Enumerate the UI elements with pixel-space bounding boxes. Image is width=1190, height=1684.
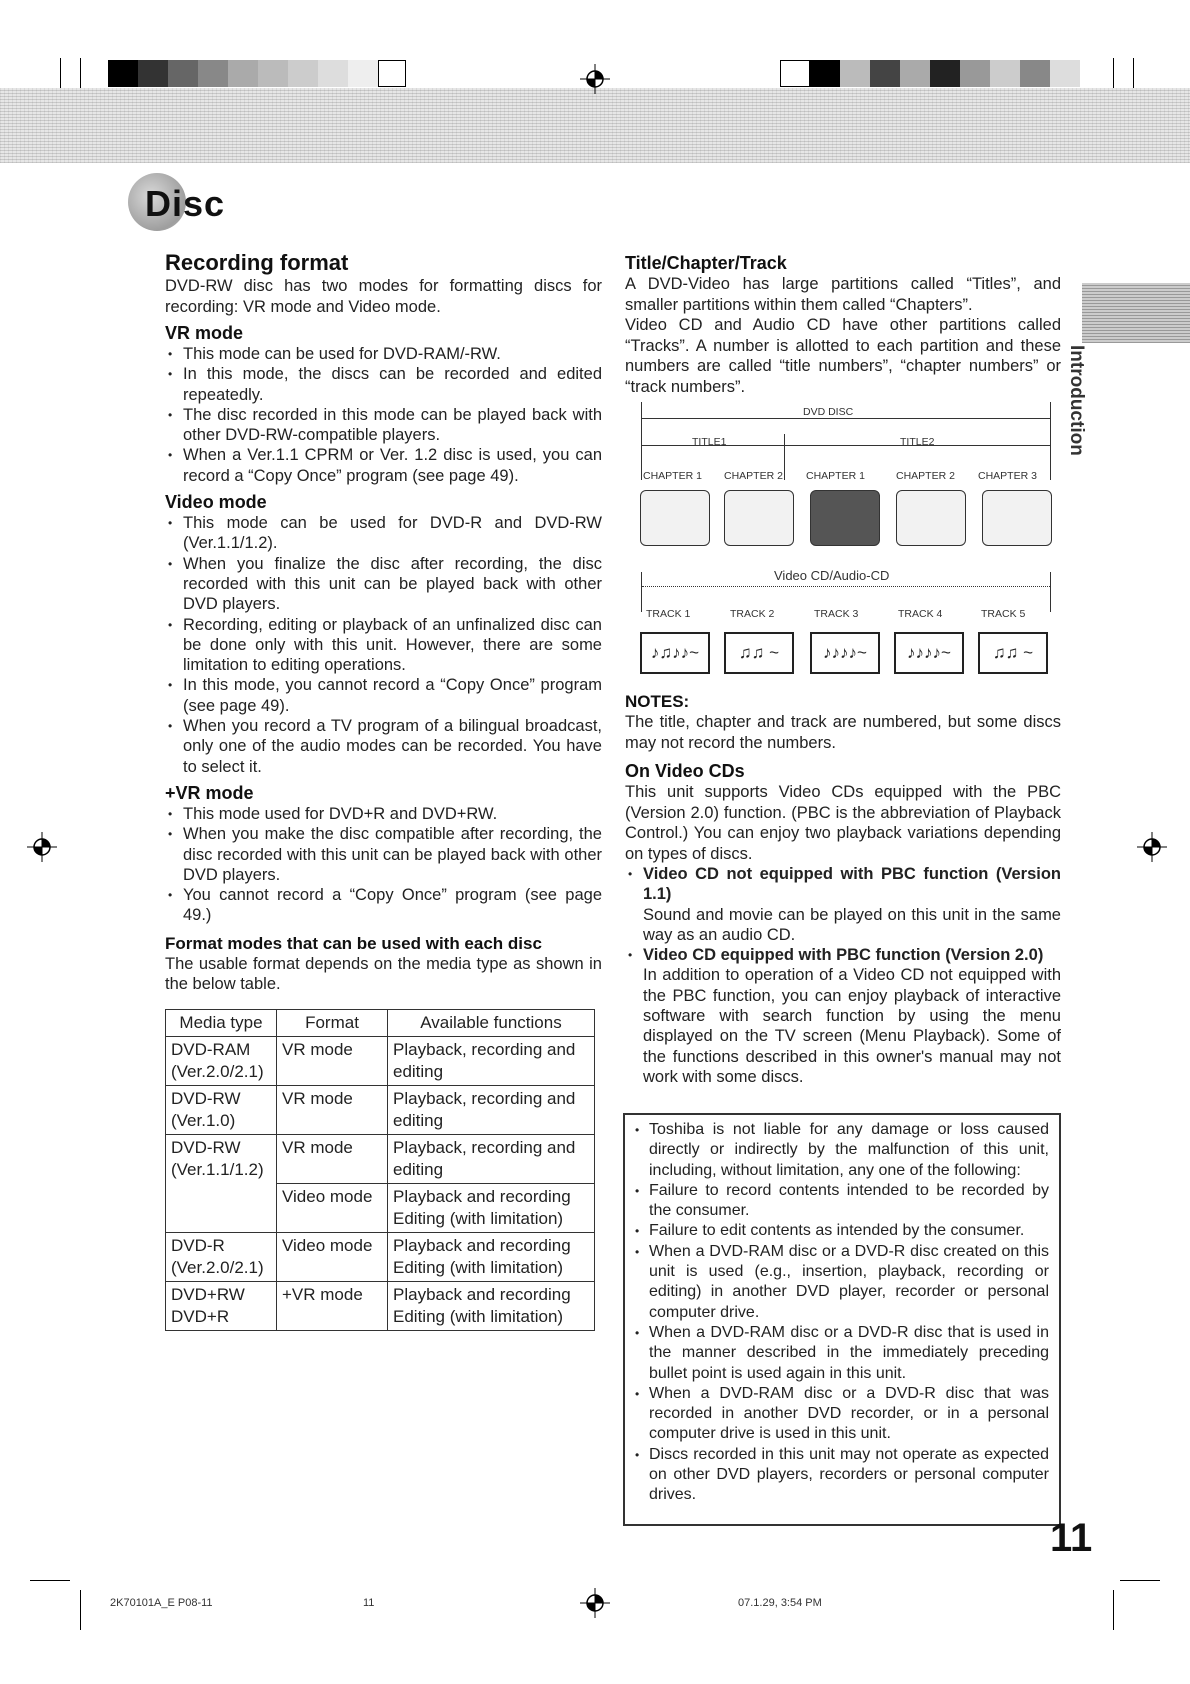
table-row: [166, 1232, 595, 1281]
list-item: • When a DVD-RAM disc or a DVD-R disc that was recorded in another DVD recorder, or in a personal computer drive is used in this unit.: [635, 1384, 1049, 1445]
notes-text: The title, chapter and track are numbered, but some discs may not record the numbers.: [625, 713, 1061, 752]
list-item: • You cannot record a “Copy Once” program (see page 49.): [165, 885, 602, 926]
track-music-box: ♪♫♪♪~: [640, 632, 710, 674]
media-cell: DVD-RAM (Ver.2.0/2.1): [166, 1036, 277, 1085]
media-cell: DVD-R (Ver.2.0/2.1): [166, 1232, 277, 1281]
track-label: TRACK 3: [814, 608, 859, 620]
functions-cell: Playback and recording Editing (with limitation): [388, 1183, 595, 1232]
registration-mark-top-icon: [580, 64, 610, 94]
track-music-box: ♪♪♪♪~: [894, 632, 964, 674]
disc-structure-diagram: [638, 400, 1058, 680]
divider-vcd-left: [641, 572, 642, 612]
list-item: • When a Ver.1.1 CPRM or Ver. 1.2 disc is used, you can record a “Copy Once” program (see page 49).: [165, 445, 602, 486]
track-label: TRACK 5: [981, 608, 1026, 620]
list-item: • This mode can be used for DVD-R and DVD-RW (Ver.1.1/1.2).: [165, 513, 602, 554]
side-tab-label: Introduction: [1066, 345, 1087, 456]
page-number: 11: [1050, 1516, 1093, 1560]
track-music-box: ♫♫ ~: [724, 632, 794, 674]
chapter-thumbnail: [724, 490, 794, 546]
recording-format-intro: DVD-RW disc has two modes for formatting discs for recording: VR mode and Video mode.: [165, 277, 602, 316]
table-header-row: [166, 1009, 595, 1036]
video-mode-heading: Video mode: [165, 492, 267, 513]
color-bar-right: [780, 60, 1090, 87]
track-label: TRACK 2: [730, 608, 775, 620]
chapter-label: CHAPTER 1: [643, 470, 702, 482]
format-table: [165, 1009, 595, 1331]
list-item: • When a DVD-RAM disc or a DVD-R disc that is used in the manner described in the immediately preceding bullet point is used again in this unit.: [635, 1323, 1049, 1384]
list-item: • When you record a TV program of a bilingual broadcast, only one of the audio modes can be recorded. You have to select it.: [165, 716, 602, 777]
crop-mark-bottom-right: [1120, 1580, 1160, 1581]
list-item: • In this mode, you cannot record a “Copy Once” program (see page 49).: [165, 675, 602, 716]
chapter-label: CHAPTER 1: [806, 470, 865, 482]
format-cell: VR mode: [277, 1036, 388, 1085]
right-column: [625, 253, 1061, 397]
vr-mode-list: [165, 344, 602, 486]
footer-timestamp: 07.1.29, 3:54 PM: [738, 1597, 822, 1609]
functions-cell: Playback and recording Editing (with limitation): [388, 1232, 595, 1281]
media-cell: DVD-RW (Ver.1.1/1.2): [166, 1134, 277, 1232]
list-item: • In this mode, the discs can be recorded and edited repeatedly.: [165, 364, 602, 405]
list-item: • When you finalize the disc after recording, the disc recorded with this unit can be played back with other DVD players.: [165, 554, 602, 615]
table-row: [166, 1281, 595, 1330]
functions-cell: Playback, recording and editing: [388, 1036, 595, 1085]
chapter-thumbnail: [896, 490, 966, 546]
header-format: Format: [277, 1009, 388, 1036]
list-item: • Failure to record contents intended to be recorded by the consumer.: [635, 1181, 1049, 1222]
divider-left: [641, 402, 642, 480]
divider-vcd-right: [1050, 572, 1051, 612]
track-label: TRACK 1: [646, 608, 691, 620]
format-cell: +VR mode: [277, 1281, 388, 1330]
notice-box: [623, 1113, 1061, 1526]
vr-mode-heading: VR mode: [165, 323, 244, 343]
notes-heading: NOTES:: [625, 692, 690, 711]
format-cell: Video mode: [277, 1232, 388, 1281]
footer-file-code: 2K70101A_E P08-11: [110, 1597, 213, 1609]
registration-mark-right-icon: [1137, 832, 1167, 862]
media-cell: DVD+RW DVD+R: [166, 1281, 277, 1330]
vr-plus-heading: +VR mode: [165, 782, 254, 803]
right-column-lower: [625, 692, 1061, 1087]
chapter-label: CHAPTER 2: [896, 470, 955, 482]
notice-list: [635, 1120, 1049, 1506]
crop-mark-bottom-right-v: [1113, 1590, 1114, 1630]
list-item: • When a DVD-RAM disc or a DVD-R disc created on this unit is used (e.g., insertion, playback, recording or editing) in another DVD player, recorder or personal computer drive.: [635, 1242, 1049, 1323]
footer-page-ref: 11: [363, 1597, 375, 1609]
table-row: [166, 1036, 595, 1085]
vcd-list: [625, 864, 1061, 1087]
list-item: • Recording, editing or playback of an unfinalized disc can be done only with this unit. However, there are some limitation to editing operations.: [165, 615, 602, 676]
format-modes-intro: The usable format depends on the media type as shown in the below table.: [165, 954, 602, 994]
list-item: • Toshiba is not liable for any damage or loss caused directly or indirectly by the malfunction of this unit, including, without limitation, any one of the following:: [635, 1120, 1049, 1181]
color-bar-left: [108, 60, 418, 87]
tct-para-1: A DVD-Video has large partitions called “Titles”, and smaller partitions within them called “Chapters”.: [625, 275, 1061, 314]
dvd-disc-label: DVD DISC: [803, 406, 854, 418]
side-tab: [1082, 283, 1190, 343]
video-mode-list: [165, 513, 602, 777]
header-media-type: Media type: [166, 1009, 277, 1036]
registration-mark-bottom-icon: [580, 1588, 610, 1618]
track-label: TRACK 4: [898, 608, 943, 620]
vr-plus-list: [165, 804, 602, 926]
divider-right: [1050, 402, 1051, 480]
table-row: [166, 1085, 595, 1134]
functions-cell: Playback, recording and editing: [388, 1085, 595, 1134]
format-cell: Video mode: [277, 1183, 388, 1232]
crop-mark-bottom-left: [30, 1580, 70, 1581]
tct-heading: Title/Chapter/Track: [625, 253, 787, 273]
list-item: • Failure to edit contents as intended by the consumer.: [635, 1221, 1049, 1241]
title1-label: TITLE1: [692, 436, 727, 448]
recording-format-heading: Recording format: [165, 250, 349, 275]
list-item: • The disc recorded in this mode can be played back with other DVD-RW-compatible players.: [165, 405, 602, 446]
table-row: [166, 1134, 595, 1183]
vcd-span-line: [642, 586, 1050, 587]
list-item: • Video CD not equipped with PBC function (Version 1.1) Sound and movie can be played on this unit in the same way as an audio CD.: [625, 864, 1061, 945]
chapter-thumbnail: [640, 490, 710, 546]
section-title: Disc: [145, 183, 226, 224]
chapter-thumbnail: [810, 490, 880, 546]
vcd-heading: On Video CDs: [625, 761, 745, 781]
divider-title: [784, 434, 785, 480]
list-item: • Discs recorded in this unit may not operate as expected on other DVD players, recorders or personal computer drives.: [635, 1445, 1049, 1506]
format-modes-heading: Format modes that can be used with each disc: [165, 933, 542, 953]
list-item: • When you make the disc compatible after recording, the disc recorded with this unit can be played back with other DVD players.: [165, 824, 602, 885]
crop-mark-top-right: [1113, 58, 1114, 88]
chapter-thumbnail: [982, 490, 1052, 546]
crop-mark-top-right-2: [1133, 58, 1134, 88]
crop-mark-top-left-2: [80, 58, 81, 88]
functions-cell: Playback and recording Editing (with limitation): [388, 1281, 595, 1330]
list-item: • Video CD equipped with PBC function (Version 2.0) In addition to operation of a Video CD not equipped with the PBC function, you can enjoy playback of interactive software with search function by using the menu displayed on the TV screen (Menu Playback). Some of the functions described in this owner's manual may not work with some discs.: [625, 945, 1061, 1087]
media-cell: DVD-RW (Ver.1.0): [166, 1085, 277, 1134]
dvd-span-line: [642, 418, 1050, 419]
list-item: • This mode can be used for DVD-RAM/-RW.: [165, 344, 602, 364]
format-cell: VR mode: [277, 1134, 388, 1183]
chapter-label: CHAPTER 3: [978, 470, 1037, 482]
tct-para-2: Video CD and Audio CD have other partitions called “Tracks”. A number is allotted to each partition and these numbers are called “title numbers”, “chapter numbers” or “track numbers”.: [625, 316, 1061, 396]
header-functions: Available functions: [388, 1009, 595, 1036]
format-cell: VR mode: [277, 1085, 388, 1134]
track-music-box: ♫♫ ~: [978, 632, 1048, 674]
chapter-label: CHAPTER 2: [724, 470, 783, 482]
track-music-box: ♪♪♪♪~: [810, 632, 880, 674]
left-column: [165, 250, 602, 1331]
header-band: [0, 88, 1190, 163]
title2-label: TITLE2: [900, 436, 935, 448]
crop-mark-bottom-left-v: [80, 1590, 81, 1630]
registration-mark-left-icon: [27, 832, 57, 862]
functions-cell: Playback, recording and editing: [388, 1134, 595, 1183]
crop-mark-top-left: [60, 58, 61, 88]
vcd-intro: This unit supports Video CDs equipped with the PBC (Version 2.0) function. (PBC is the abbreviation of Playback Control.) You can enjoy two playback variations depending on types of discs.: [625, 783, 1061, 863]
vcd-label: Video CD/Audio-CD: [774, 568, 890, 583]
list-item: • This mode used for DVD+R and DVD+RW.: [165, 804, 602, 824]
